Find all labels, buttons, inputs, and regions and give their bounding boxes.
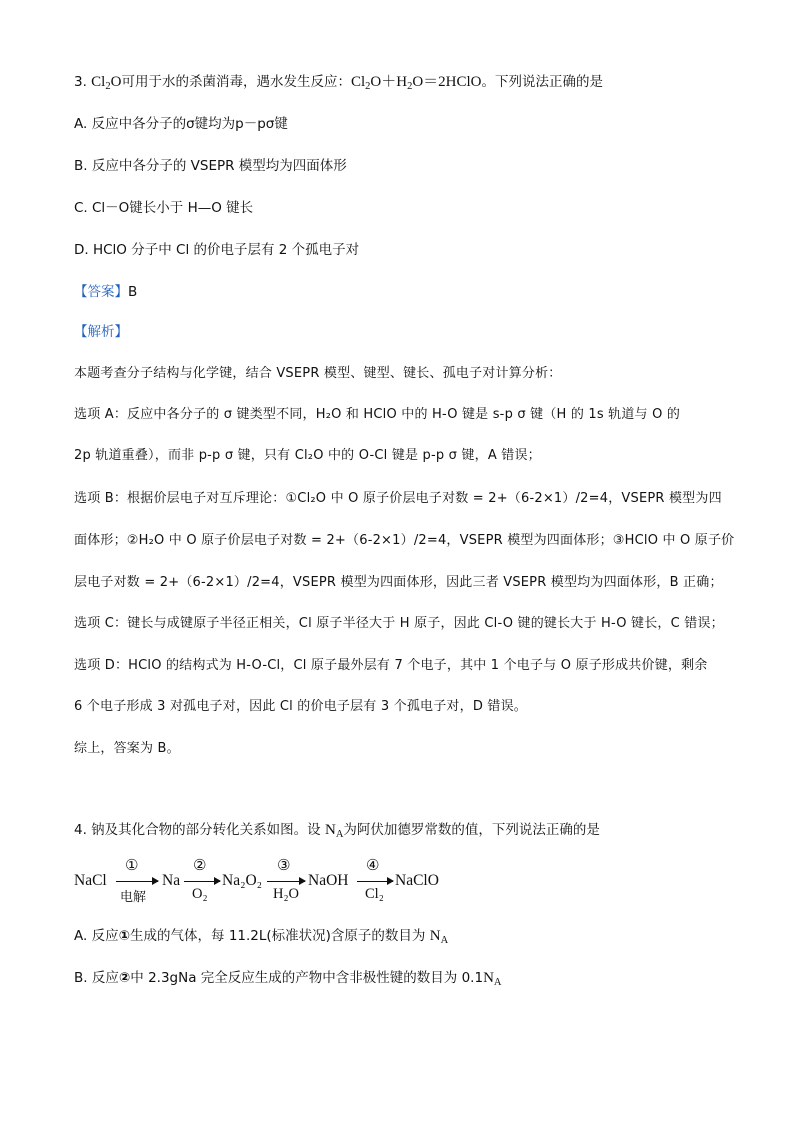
species-naclo: NaClO bbox=[395, 872, 439, 889]
q3-number: 3. bbox=[74, 74, 92, 90]
q3-option-a: A. 反应中各分子的σ键均为p－pσ键 bbox=[74, 116, 288, 132]
arrow-step-4 bbox=[357, 881, 393, 882]
answer-line bbox=[74, 282, 137, 302]
q4-stem-tail: 为阿伏加德罗常数的值，下列说法正确的是 bbox=[343, 822, 600, 838]
q4-stem bbox=[74, 820, 600, 840]
condition-o2: O₂ bbox=[192, 886, 208, 902]
condition-electrolysis: 电解 bbox=[120, 890, 147, 905]
step-1-label: ① bbox=[125, 856, 139, 874]
step-2-ref: ② bbox=[118, 970, 131, 986]
q3-stem-tail: 。下列说法正确的是 bbox=[481, 74, 603, 90]
reaction-scheme bbox=[74, 856, 474, 908]
formula-cl2o: $Cl_2O$ bbox=[91, 74, 122, 92]
q3-option-c: C. Cl－O键长小于 H—O 键长 bbox=[74, 200, 254, 216]
avogadro-symbol: $N_A$ bbox=[324, 822, 344, 840]
answer-tag: 【答案】 bbox=[74, 284, 128, 300]
analysis-tag: 【解析】 bbox=[74, 324, 128, 340]
analysis-line-9: 6 个电子形成 3 对孤电子对，因此 Cl 的价电子层有 3 个孤电子对，D 错误。 bbox=[74, 699, 527, 714]
analysis-line-7: 选项 C：键长与成键原子半径正相关，Cl 原子半径大于 H 原子，因此 Cl-O 键的键长大于 H-O 键长，C 错误； bbox=[74, 616, 724, 631]
arrow-step-1 bbox=[116, 881, 158, 882]
reaction-equation: $Cl_2O+H_2O=2HClO$ bbox=[350, 74, 482, 92]
species-naoh: NaOH bbox=[308, 872, 349, 889]
q3-stem-text: 可用于水的杀菌消毒，遇水发生反应： bbox=[121, 74, 351, 90]
analysis-line-10: 综上，答案为 B。 bbox=[74, 741, 180, 756]
q4-option-a: A. 反应①生成的气体，每 11.2L(标准状况)含原子的数目为 $N_A$ bbox=[74, 928, 449, 946]
analysis-line-4: 选项 B：根据价层电子对互斥理论：①Cl₂O 中 O 原子价层电子对数 = 2+（6-2×1）/2=4，VSEPR 模型为四 bbox=[74, 491, 722, 506]
analysis-line-2: 选项 A：反应中各分子的 σ 键类型不同，H₂O 和 HClO 中的 H-O 键是 s-p σ 键（H 的 1s 轨道与 O 的 bbox=[74, 407, 681, 422]
arrow-step-2 bbox=[184, 881, 220, 882]
q4-option-b: B. 反应②中 2.3gNa 完全反应生成的产物中含非极性键的数目为 $0.1N_A$ bbox=[74, 970, 502, 988]
condition-h2o: H₂O bbox=[273, 886, 299, 902]
step-3-label: ③ bbox=[277, 856, 291, 874]
step-1-ref: ① bbox=[118, 928, 131, 944]
analysis-line-6: 层电子对数 = 2+（6-2×1）/2=4，VSEPR 模型为四面体形，因此三者 VSEPR 模型均为四面体形，B 正确； bbox=[74, 575, 723, 590]
avogadro-symbol-a: $N_A$ bbox=[429, 928, 449, 946]
analysis-line-5: 面体形；②H₂O 中 O 原子价层电子对数 = 2+（6-2×1）/2=4，VSEPR 模型为四面体形；③HClO 中 O 原子价 bbox=[74, 533, 735, 548]
step-4-label: ④ bbox=[366, 856, 380, 874]
arrow-step-3 bbox=[267, 881, 305, 882]
q3-option-b: B. 反应中各分子的 VSEPR 模型均为四面体形 bbox=[74, 158, 347, 174]
answer-value: B bbox=[128, 284, 138, 300]
species-na: Na bbox=[162, 872, 181, 889]
analysis-line-1: 本题考查分子结构与化学键，结合 VSEPR 模型、键型、键长、孤电子对计算分析： bbox=[74, 366, 562, 381]
q4-stem-text: 4. 钠及其化合物的部分转化关系如图。设 bbox=[74, 822, 325, 838]
q3-stem bbox=[74, 72, 603, 92]
species-na2o2: Na₂O₂ bbox=[222, 872, 263, 889]
step-2-label: ② bbox=[193, 856, 207, 874]
analysis-line-8: 选项 D：HClO 的结构式为 H-O-Cl，Cl 原子最外层有 7 个电子，其中 1 个电子与 O 原子形成共价键，剩余 bbox=[74, 658, 708, 673]
species-nacl: NaCl bbox=[74, 872, 107, 889]
analysis-line-3: 2p 轨道重叠），而非 p-p σ 键，只有 Cl₂O 中的 O-Cl 键是 p-p σ 键，A 错误； bbox=[74, 448, 541, 463]
analysis-tag-line bbox=[74, 322, 128, 342]
avogadro-symbol-b: $N_A$ bbox=[483, 970, 502, 988]
q3-option-d: D. HClO 分子中 Cl 的价电子层有 2 个孤电子对 bbox=[74, 242, 360, 258]
condition-cl2: Cl₂ bbox=[365, 886, 384, 902]
